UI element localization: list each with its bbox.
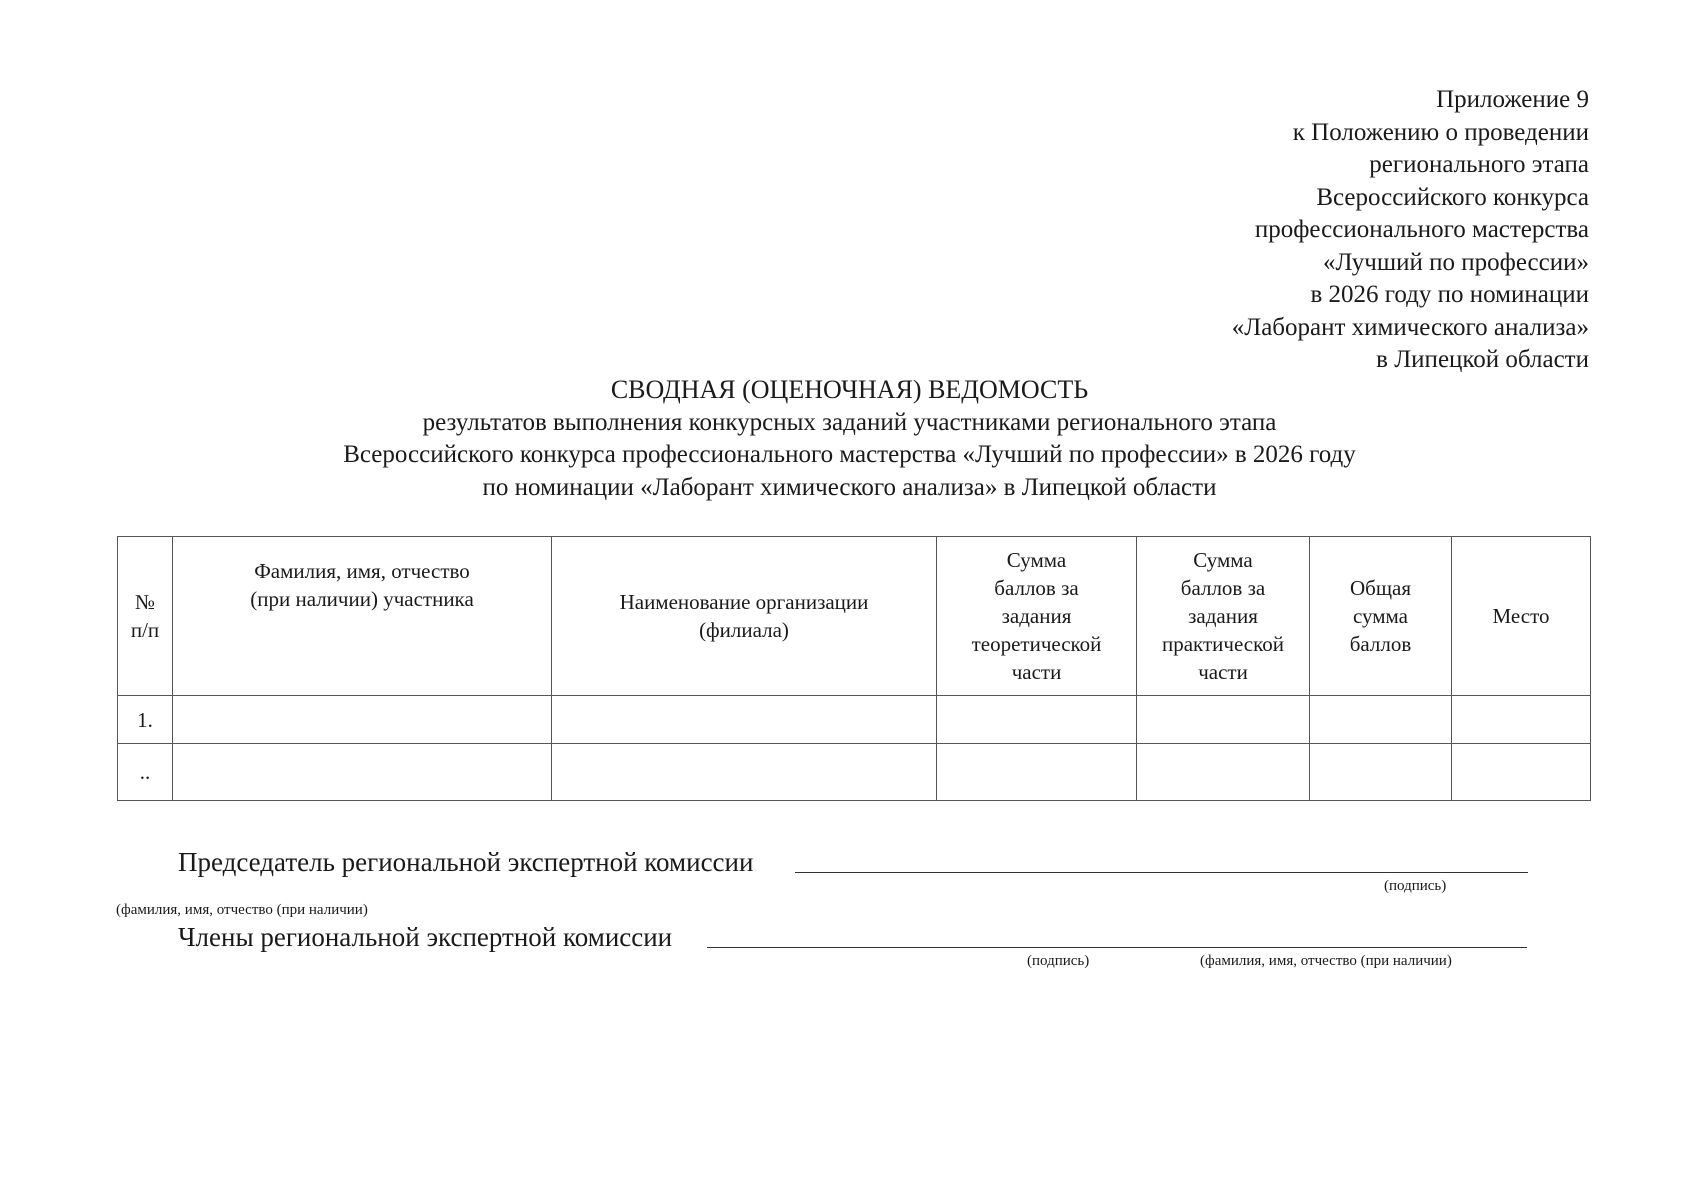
chair-label: Председатель региональной экспертной комиссии [178,847,754,877]
cell-theory-score[interactable] [937,744,1137,801]
appendix-line: в 2026 году по номинации [1310,281,1589,308]
appendix-header [1232,84,1589,377]
cell-number: 1. [118,696,173,744]
cell-organization[interactable] [552,696,937,744]
title-subline: результатов выполнения конкурсных заданий участниками регионального этапа [422,408,1277,436]
appendix-line: в Липецкой области [1376,346,1589,373]
appendix-line: к Положению о проведении [1292,118,1589,146]
cell-total-score[interactable] [1310,696,1452,744]
cell-practice-score[interactable] [1137,744,1310,801]
table-row [118,744,1591,801]
appendix-line: Всероссийского конкурса [1316,183,1589,211]
header-organization: Наименование организации (филиала) [552,537,937,696]
appendix-line: регионального этапа [1369,151,1589,178]
appendix-line: «Лучший по профессии» [1322,248,1589,276]
title-main: СВОДНАЯ (ОЦЕНОЧНАЯ) ВЕДОМОСТЬ [610,375,1089,404]
cell-place[interactable] [1452,696,1591,744]
header-total-score: Общая сумма баллов [1310,537,1452,696]
title-subline: Всероссийского конкурса профессионального мастерства «Лучший по профессии» в 2026 году [343,441,1356,468]
header-participant-name: Фамилия, имя, отчество (при наличии) участника [173,537,552,696]
members-signature-line[interactable] [707,947,1527,948]
document-title [0,374,1699,504]
cell-place[interactable] [1452,744,1591,801]
header-number: № п/п [118,537,173,696]
members-signature-caption: (подпись) [1027,953,1090,969]
title-subline: по номинации «Лаборант химического анализа» в Липецкой области [482,473,1217,501]
results-table [117,536,1591,801]
cell-participant-name[interactable] [173,744,552,801]
cell-theory-score[interactable] [937,696,1137,744]
chair-signature-line[interactable] [795,872,1528,873]
table-header-row [118,537,1591,696]
members-name-caption: (фамилия, имя, отчество (при наличии) [1200,953,1452,969]
cell-participant-name[interactable] [173,696,552,744]
appendix-line: Приложение 9 [1436,86,1589,113]
cell-total-score[interactable] [1310,744,1452,801]
cell-number: .. [118,744,173,801]
cell-practice-score[interactable] [1137,696,1310,744]
appendix-line: «Лаборант химического анализа» [1231,313,1589,341]
members-label: Члены региональной экспертной комиссии [178,922,673,952]
header-place: Место [1452,537,1591,696]
appendix-line: профессионального мастерства [1254,216,1589,243]
chair-signature-caption: (подпись) [1384,878,1447,894]
chair-name-caption: (фамилия, имя, отчество (при наличии) [116,902,368,918]
table-row [118,696,1591,744]
cell-organization[interactable] [552,744,937,801]
header-theory-score: Сумма баллов за задания теоретической части [937,537,1137,696]
header-practice-score: Сумма баллов за задания практической части [1137,537,1310,696]
